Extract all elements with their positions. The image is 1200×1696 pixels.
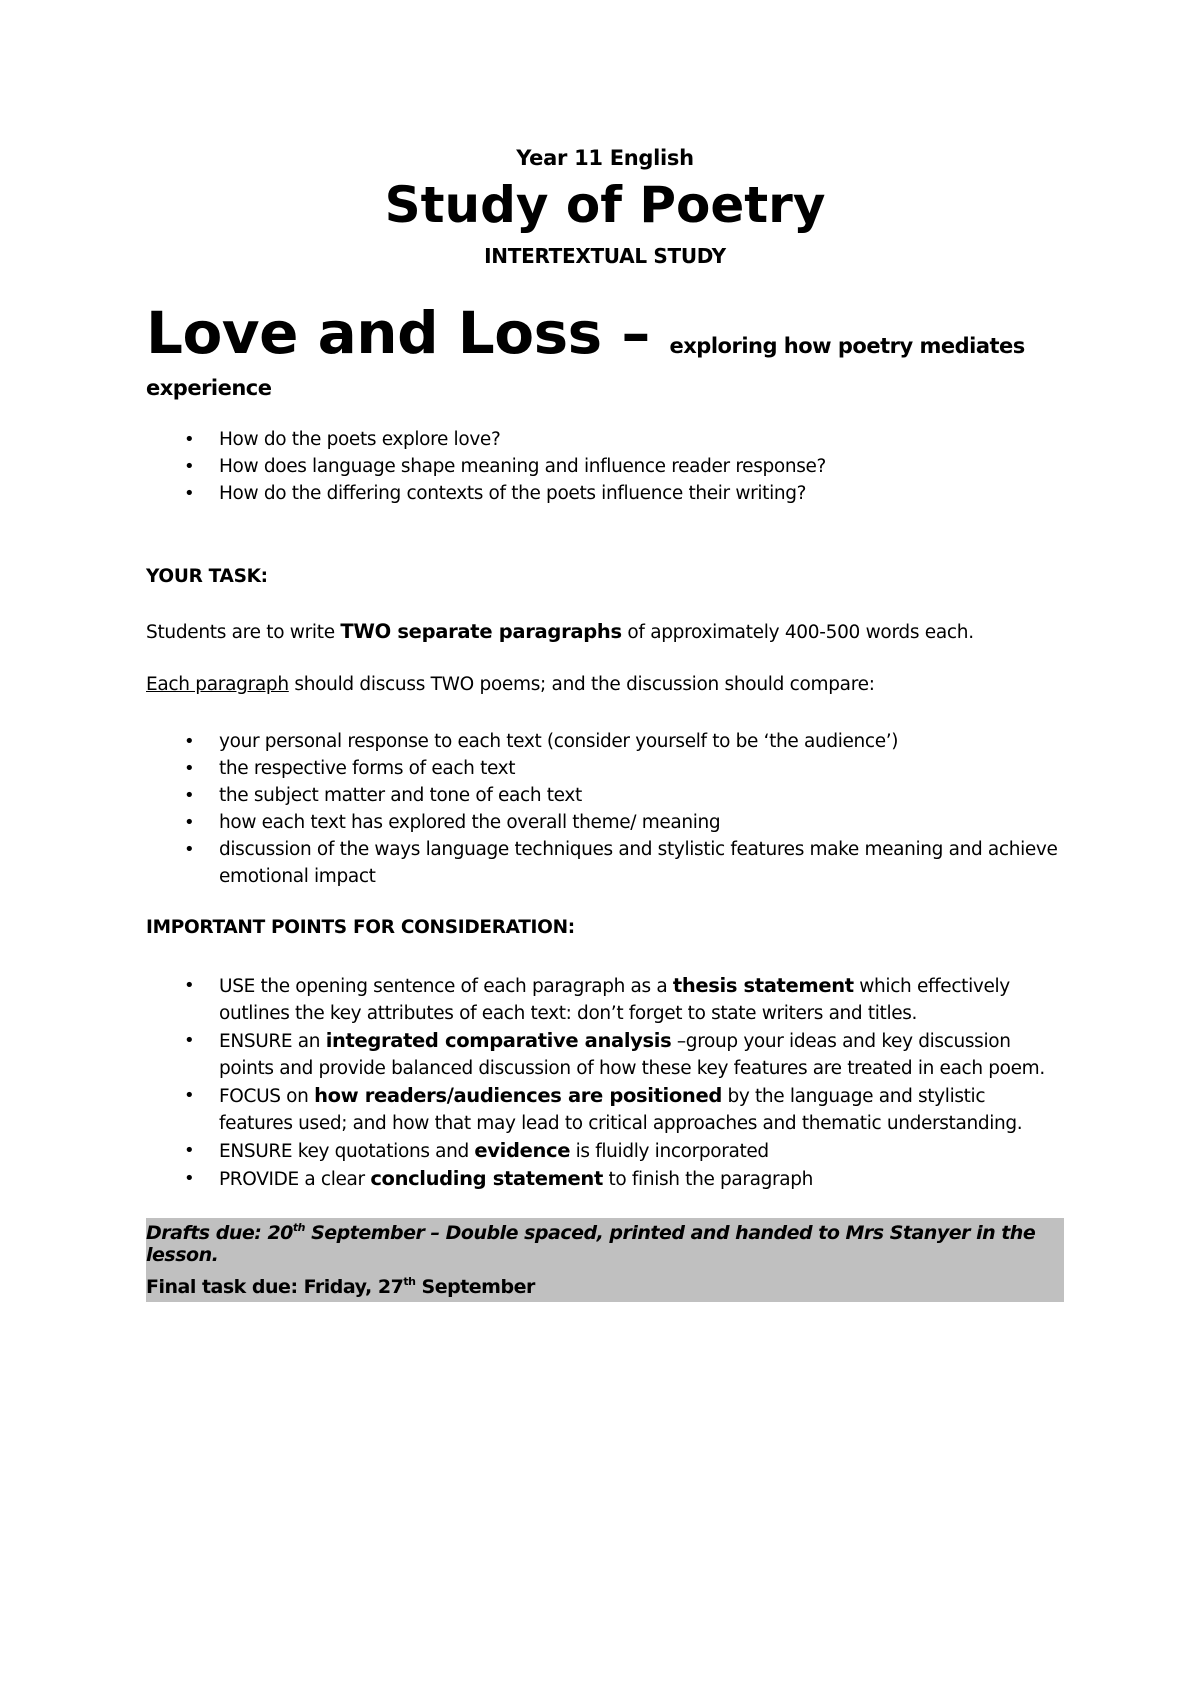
bullet-icon: • — [184, 1085, 195, 1106]
list-item: • How do the differing contexts of the poets influence their writing? — [146, 480, 1064, 507]
drafts-due-line: Drafts due: 20th September – Double spaced, printed and handed to Mrs Stanyer in the lesson. — [146, 1221, 1036, 1266]
underlined-term: Each paragraph — [146, 674, 289, 695]
bullet-icon: • — [184, 1168, 195, 1189]
list-item: • PROVIDE a clear concluding statement to finish the paragraph — [184, 1167, 814, 1190]
bullet-icon: • — [184, 456, 195, 477]
unit-heading-tagline: exploring how poetry mediates — [669, 334, 1025, 358]
bullet-icon: • — [184, 975, 195, 996]
bullet-icon: • — [184, 1140, 195, 1161]
bullet-icon: • — [184, 758, 195, 779]
list-item: • How does language shape meaning and influence reader response? — [146, 453, 1064, 480]
bullet-icon: • — [184, 483, 195, 504]
points-heading: IMPORTANT POINTS FOR CONSIDERATION: — [146, 917, 575, 938]
list-item: • the respective forms of each text — [146, 755, 1064, 782]
compare-criteria-list — [146, 728, 1064, 890]
list-item: • discussion of the ways language techniques and stylistic features make meaning and achieve emotional impact — [146, 836, 1064, 890]
document-subtitle: INTERTEXTUAL STUDY — [484, 244, 726, 268]
list-item: • the subject matter and tone of each text — [146, 782, 1064, 809]
final-due-line: Final task due: Friday, 27th September — [146, 1275, 535, 1298]
course-label: Year 11 English — [516, 146, 694, 170]
document-title: Study of Poetry — [384, 176, 826, 234]
list-item: • USE the opening sentence of each paragraph as a thesis statement which effectively outlines the key attributes of each text: don’t forget to state writers and titles. — [184, 974, 1010, 1024]
list-item: • your personal response to each text (consider yourself to be ‘the audience’) — [146, 728, 1064, 755]
unit-heading-tagline-continued: experience — [146, 376, 272, 400]
unit-heading-main: Love and Loss – — [146, 299, 670, 367]
task-emphasis: TWO separate paragraphs — [340, 620, 622, 643]
bullet-icon: • — [184, 731, 195, 752]
unit-heading — [146, 299, 1064, 367]
list-item: • How do the poets explore love? — [146, 426, 1064, 453]
important-points-list — [146, 972, 1064, 1193]
list-item: • ENSURE key quotations and evidence is fluidly incorporated — [184, 1139, 769, 1162]
bullet-icon: • — [184, 812, 195, 833]
bullet-icon: • — [184, 785, 195, 806]
task-compare-intro: Each paragraph should discuss TWO poems; and the discussion should compare: — [146, 674, 875, 695]
bullet-icon: • — [184, 429, 195, 450]
list-item: • ENSURE an integrated comparative analysis –group your ideas and key discussion points and provide balanced discussion of how these key features are treated in each poem. — [184, 1029, 1045, 1079]
task-heading: YOUR TASK: — [146, 566, 268, 587]
bullet-icon: • — [184, 1030, 195, 1051]
task-instruction: Students are to write TWO separate paragraphs of approximately 400-500 words each. — [146, 620, 974, 643]
guiding-questions-list — [146, 426, 1064, 507]
list-item: • FOCUS on how readers/audiences are positioned by the language and stylistic features used; and how that may lead to critical approaches and thematic understanding. — [184, 1084, 1023, 1134]
list-item: • how each text has explored the overall theme/ meaning — [146, 809, 1064, 836]
bullet-icon: • — [184, 839, 195, 860]
